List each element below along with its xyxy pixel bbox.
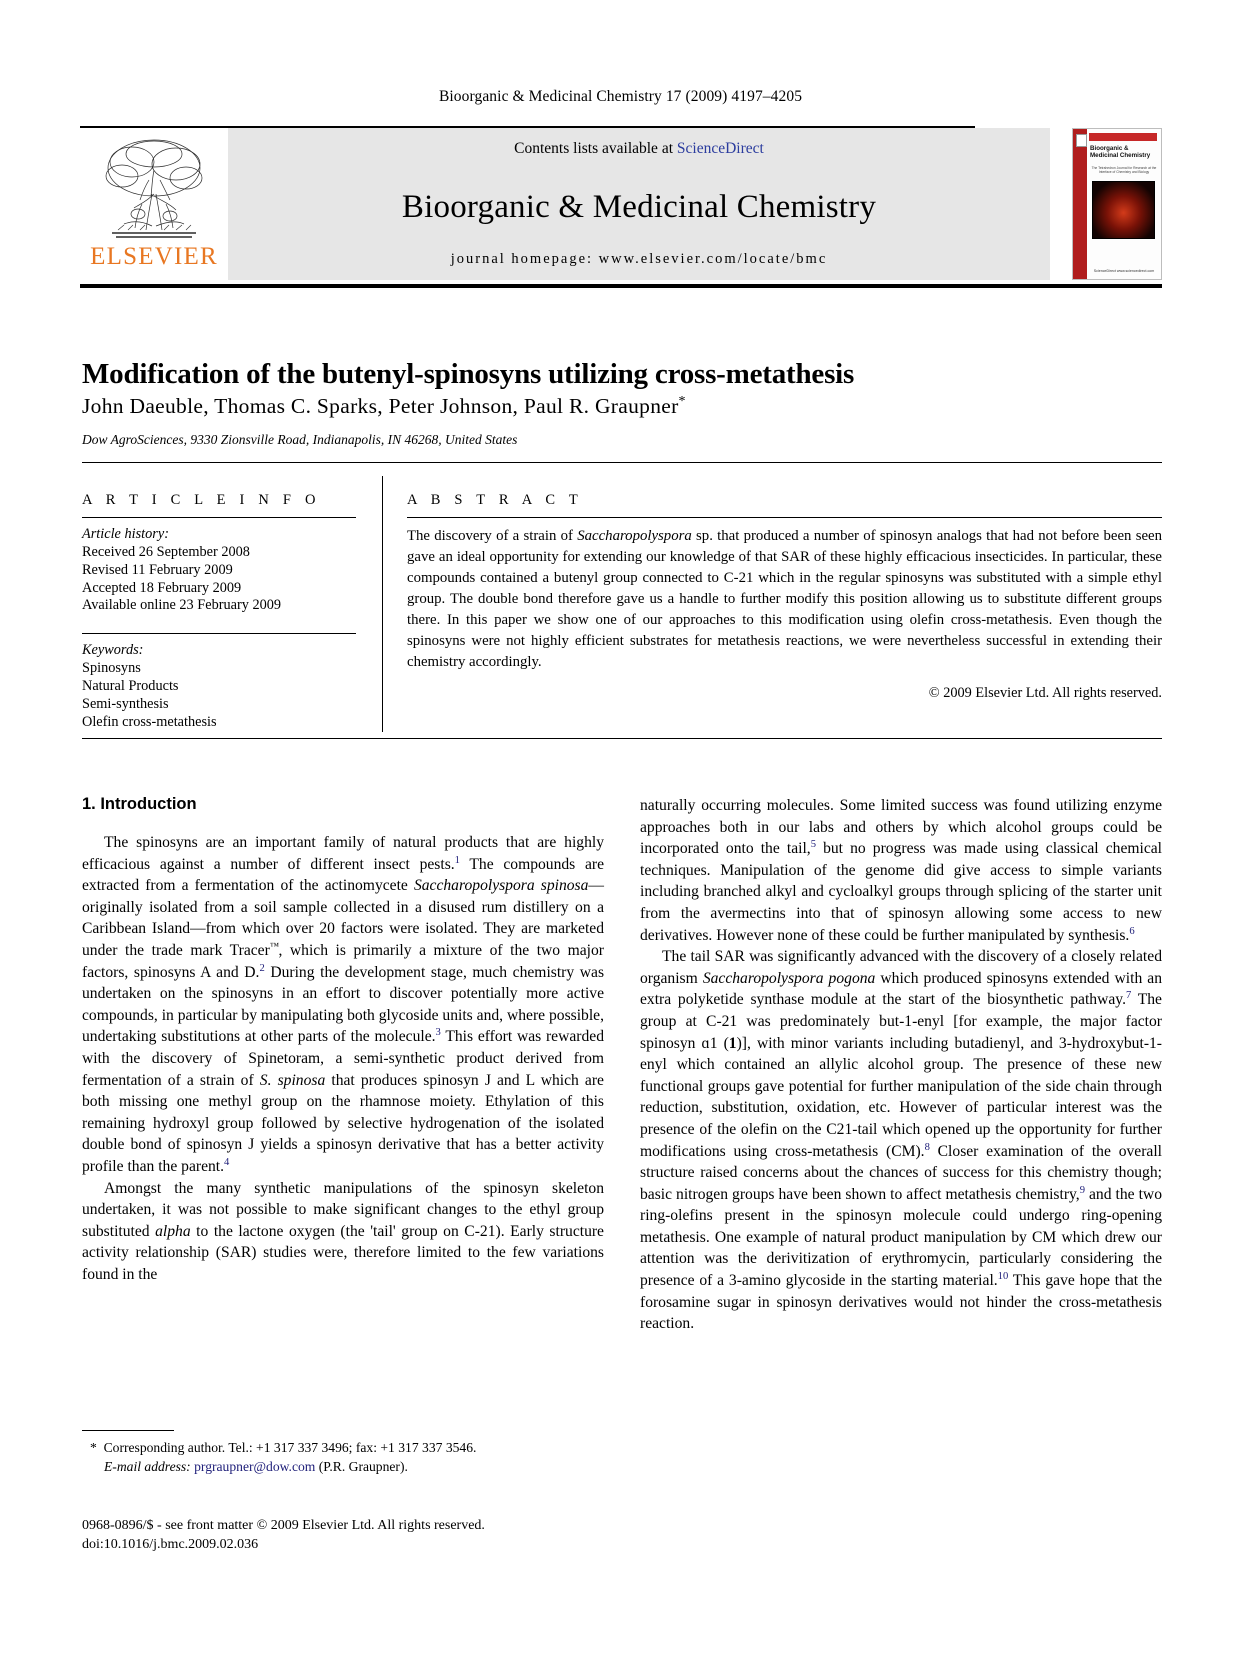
elsevier-tree-icon — [94, 134, 214, 242]
p3-d: )], with minor variants including butadienyl, and 3-hydroxybut-1-enyl which contained an allylic alcohol group. The presence of these new functional groups gave potential for further manipulation of the side chain through reduction, substitution, oxidation, etc. However of particular interest was the presence of the olefin on the C21-tail which opened up the opportunity for further modifications using cross-metathesis (CM). — [640, 1034, 1162, 1160]
cover-footer: ScienceDirect www.sciencedirect.com — [1093, 269, 1155, 274]
footnote-phone-text: Corresponding author. Tel.: +1 317 337 3496; fax: +1 317 337 3546. — [103, 1440, 477, 1455]
footnote-marker: * — [90, 1440, 97, 1455]
citation-ref[interactable]: 2 — [259, 962, 265, 974]
p3-a: The tail SAR was significantly advanced with the discovery of a closely related organism — [640, 948, 1162, 987]
p3-c: The group at C-21 was predominately but-1-enyl [for example, the major factor spinosyn ɑ1 ( — [640, 991, 1162, 1052]
contents-available-line — [514, 140, 764, 158]
paragraph-2 — [82, 1178, 604, 1286]
abstract-seg-1: The discovery of a strain of — [407, 528, 578, 544]
article-history-label: Article history: — [82, 526, 169, 542]
keyword-item: Spinosyns — [82, 660, 141, 677]
citation-ref[interactable]: 8 — [924, 1141, 930, 1153]
keyword-item: Semi-synthesis — [82, 695, 169, 712]
email-link[interactable]: prgraupner@dow.com — [194, 1458, 316, 1474]
page-title: Modification of the butenyl-spinosyns utilizing cross-metathesis — [82, 358, 855, 391]
authors-names: John Daeuble, Thomas C. Sparks, Peter Johnson, Paul R. Graupner — [82, 394, 679, 419]
p2-c: but no progress was made using classical chemical techniques. Manipulation of the genome did give access to simple variants including branched alkyl and cycloalkyl groups through splicing of the starter unit from the avermectins into that of spinosyn allowing some access to new derivatives. However none of these could be further manipulated by synthesis. — [640, 840, 1163, 944]
abstract-text — [407, 526, 1162, 673]
p2-italic-alpha: alpha — [155, 1222, 191, 1240]
keyword-item: Olefin cross-metathesis — [82, 713, 217, 730]
article-info-rule — [82, 517, 356, 518]
elsevier-wordmark: ELSEVIER — [90, 243, 218, 270]
p3-b: which produced spinosyns extended with an extra polyketide synthase module at the start of the biosynthetic pathway. — [640, 969, 1163, 1009]
p1-a: The spinosyns are an important family of natural products that are highly efficacious against a number of different insect pests. — [82, 834, 604, 873]
right-column — [640, 795, 1162, 1415]
history-received: Received 26 September 2008 — [82, 543, 250, 560]
journal-masthead — [80, 126, 1162, 288]
p1-italic-species: Saccharopolyspora spinosa — [413, 877, 589, 895]
compound-number: 1 — [728, 1034, 737, 1052]
history-accepted: Accepted 18 February 2009 — [82, 579, 242, 596]
affiliation: Dow AgroSciences, 9330 Zionsville Road, Indianapolis, IN 46268, United States — [82, 432, 518, 447]
section-heading-introduction: 1. Introduction — [82, 795, 197, 813]
journal-banner — [228, 128, 1050, 280]
article-info-heading: A R T I C L E I N F O — [82, 492, 321, 508]
article-info-column — [82, 476, 382, 732]
sciencedirect-link[interactable]: ScienceDirect — [676, 140, 764, 157]
p1-g: that produces spinosyn J and L which are both missing one methyl group on the rhamnose moiety. Ethylation of this remaining hydroxyl group followed by selective hydrogenation of the isolated double bond of spinosyn J yields a spinosyn derivative that has a better activity profile than the parent. — [82, 1071, 604, 1175]
p3-f: and the two ring-olefins present in the spinosyn molecule could undergo ring-opening metathesis. One example of natural product manipulation by CM which drew our attention was the derivitization of erythromycin, particularly considering the presence of a 3-amino glycoside in the starting material. — [640, 1185, 1162, 1290]
history-available-online: Available online 23 February 2009 — [82, 597, 282, 614]
cover-spine — [1073, 129, 1087, 279]
journal-cover-thumbnail — [1072, 128, 1162, 280]
contents-prefix: Contents lists available at — [514, 140, 677, 157]
body-columns — [82, 795, 1162, 1415]
citation-ref[interactable]: 1 — [454, 854, 460, 866]
footnote-email-line — [82, 1458, 604, 1477]
band-top-rule — [82, 462, 1162, 463]
paragraph-2-continued: naturally occurring molecules. Some limited success was found utilizing enzyme approaches both in our labs and others by which alcohol groups could be incorporated onto the tail,$^5$ but no progress was made using classical chemical techniques. Manipulation of the genome did give access to simple variants including branched alkyl and cycloalkyl groups through splicing of the starter unit from the avermectins into that of spinosyn allowing some access to new derivatives. However none of these could be further manipulated by synthesis.$^6$ — [640, 797, 1163, 944]
citation-ref[interactable]: 3 — [435, 1027, 441, 1039]
journal-title: Bioorganic & Medicinal Chemistry — [401, 189, 877, 225]
keyword-item: Natural Products — [82, 678, 179, 695]
elsevier-logo — [80, 128, 228, 280]
author-list — [82, 394, 1162, 419]
corresponding-author-footnote — [82, 1430, 604, 1477]
p1-f: This effort was rewarded with the discovery of Spinetoram, a semi-synthetic product derived from fermentation of a strain of — [82, 1028, 604, 1089]
p1-e: During the development stage, much chemistry was undertaken on the spinosyns in an effort to discover potentially more active compounds, in particular by manipulating both glycoside units and, where possible, undertaking substitutions at other parts of the molecule. — [82, 963, 605, 1046]
footnote-contact-line — [82, 1439, 604, 1458]
paragraph-1 — [82, 832, 604, 1178]
keywords-block — [82, 642, 356, 731]
keywords-label: Keywords: — [82, 642, 144, 659]
footnote-rule — [82, 1430, 174, 1431]
citation-ref[interactable]: 5 — [810, 839, 816, 850]
abstract-copyright: © 2009 Elsevier Ltd. All rights reserved. — [928, 685, 1162, 701]
abstract-italic-genus: Saccharopolyspora — [577, 528, 692, 544]
issn-copyright-line: 0968-0896/$ - see front matter © 2009 Elsevier Ltd. All rights reserved. — [82, 1518, 485, 1533]
p3-g: This gave hope that the forosamine sugar in spinosyn derivatives would not hinder the cross-metathesis reaction. — [640, 1272, 1162, 1333]
left-column — [82, 795, 604, 1415]
cover-top-strip — [1089, 133, 1157, 141]
band-bottom-rule — [82, 738, 1162, 739]
keywords-rule — [82, 633, 356, 634]
abstract-seg-2: sp. that produced a number of spinosyn analogs that had not before been seen gave an ideal opportunity for extending our knowledge of that SAR of these highly efficacious insecticides. In particular, these compounds contained a butenyl group connected to C-21 which in the regular spinosyns was substituted with a simple ethyl group. The double bond therefore gave us a handle to further modify this position allowing us to substitute different groups there. In this paper we show one of our approaches to this modification using olefin cross-metathesis. Even though the spinosyns were not highly efficient substrates for metathesis reactions, we were nevertheless successful in extending their chemistry accordingly. — [407, 528, 1162, 670]
abstract-column — [382, 476, 1162, 732]
citation-ref[interactable]: 9 — [1079, 1184, 1085, 1196]
cover-subtitle: The Tetrahedron Journal for Research at the Interface of Chemistry and Biology — [1091, 166, 1157, 174]
p1-d: , which is primarily a mixture of the two major factors, spinosyns A and D. — [82, 941, 605, 981]
abstract-rule — [407, 517, 1162, 518]
cover-title: Bioorganic & Medicinal Chemistry — [1090, 145, 1151, 160]
citation-ref[interactable]: 4 — [224, 1156, 230, 1168]
info-abstract-band — [82, 476, 1162, 732]
p2-b: to the lactone oxygen (the 'tail' group on C-21). Early structure activity relationship (SAR) studies were, therefore limited to the few variations found in the — [82, 1222, 604, 1283]
p3-italic-species: Saccharopolyspora pogona — [702, 969, 876, 987]
journal-homepage-line[interactable]: journal homepage: www.elsevier.com/locate/bmc — [450, 251, 828, 267]
p3-e: Closer examination of the overall structure raised concerns about the chances of success for this chemistry though; basic nitrogen groups have been shown to affect metathesis chemistry, — [640, 1142, 1162, 1203]
copyright-issn-block — [82, 1516, 782, 1555]
email-owner: (P.R. Graupner). — [318, 1458, 408, 1474]
p2-a: Amongst the many synthetic manipulations of the spinosyn skeleton undertaken, it was not possible to make significant changes to the ethyl group substituted — [82, 1179, 604, 1240]
citation-ref[interactable]: 7 — [1125, 990, 1132, 1002]
trademark-symbol: ™ — [269, 941, 279, 952]
citation-ref[interactable]: 10 — [997, 1270, 1009, 1282]
cover-artwork — [1092, 181, 1155, 239]
history-revised: Revised 11 February 2009 — [82, 561, 233, 578]
paragraph-3 — [640, 946, 1162, 1335]
masthead-bottom-rule — [80, 284, 1162, 288]
citation-ref[interactable]: 6 — [1129, 925, 1135, 937]
p1-b: The compounds are extracted from a fermentation of the actinomycete — [82, 855, 604, 895]
running-head: Bioorganic & Medicinal Chemistry 17 (2009) 4197–4205 — [438, 88, 803, 105]
cover-badge-icon — [1076, 134, 1087, 147]
abstract-heading: A B S T R A C T — [407, 492, 583, 508]
doi-line: doi:10.1016/j.bmc.2009.02.036 — [82, 1537, 259, 1553]
p1-italic-species-2: S. spinosa — [259, 1071, 326, 1089]
email-label: E-mail address: — [104, 1458, 191, 1474]
p1-c: —originally isolated from a soil sample collected in a disused rum distillery on a Caribbean Island—from which over 20 factors were isolated. They are marketed under the trade mark Tracer — [82, 877, 605, 959]
corresponding-author-marker: * — [678, 394, 686, 409]
